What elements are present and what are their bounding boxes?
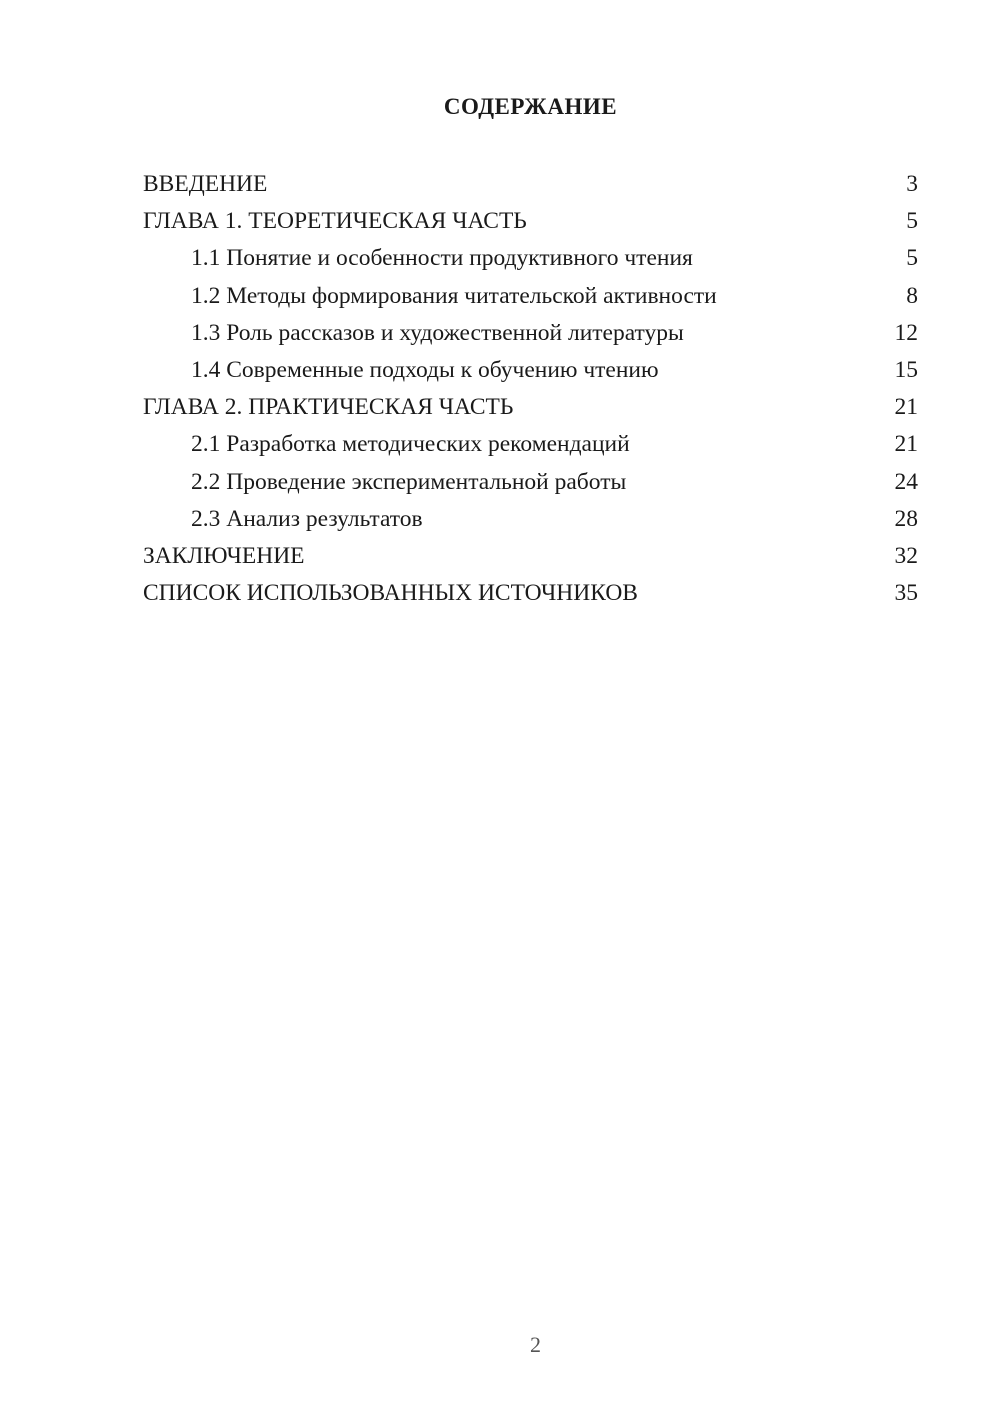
toc-entry-label: ЗАКЛЮЧЕНИЕ: [143, 542, 305, 569]
toc-entry-label: 2.3 Анализ результатов: [191, 505, 423, 532]
toc-entry-section-1-2: [143, 278, 918, 315]
toc-entry-page: 5: [906, 208, 918, 235]
toc-entry-page: 8: [906, 282, 918, 309]
toc-entry-section-2-1: [143, 426, 918, 463]
toc-entry-page: 32: [894, 542, 918, 569]
toc-entry-chapter-2: [143, 389, 918, 426]
toc-entry-label: 1.2 Методы формирования читательской активности: [191, 282, 717, 309]
toc-entry-page: 3: [906, 171, 918, 197]
toc-entry-conclusion: [143, 538, 918, 575]
toc-entry-section-1-1: [143, 240, 918, 277]
toc-entry-section-2-3: [143, 501, 918, 538]
page-number: 2: [530, 1332, 541, 1357]
toc-entry-page: 35: [894, 580, 918, 607]
toc-entry-page: 21: [894, 394, 918, 421]
toc-entry-label: 1.3 Роль рассказов и художественной литературы: [191, 319, 684, 346]
toc-entry-section-1-4: [143, 352, 918, 389]
toc-entry-label: ГЛАВА 2. ПРАКТИЧЕСКАЯ ЧАСТЬ: [143, 394, 514, 421]
toc-entry-page: 12: [894, 319, 918, 346]
toc-entry-page: 21: [894, 431, 918, 458]
toc-entry-chapter-1: [143, 203, 918, 240]
toc-entry-label: 2.1 Разработка методических рекомендаций: [191, 431, 630, 458]
toc-title: СОДЕРЖАНИЕ: [443, 94, 618, 119]
toc-entry-section-1-3: [143, 315, 918, 352]
toc-entry-label: 1.4 Современные подходы к обучению чтению: [191, 356, 659, 383]
toc-entry-page: 24: [894, 468, 918, 495]
table-of-contents: [143, 166, 918, 612]
toc-entry-label: ВВЕДЕНИЕ: [143, 171, 268, 197]
toc-entry-introduction: [143, 166, 918, 203]
toc-entry-page: 28: [894, 505, 918, 532]
toc-entry-page: 15: [894, 356, 918, 383]
toc-entry-label: 2.2 Проведение экспериментальной работы: [191, 468, 627, 495]
toc-entry-references: [143, 575, 918, 612]
toc-entry-label: ГЛАВА 1. ТЕОРЕТИЧЕСКАЯ ЧАСТЬ: [143, 208, 527, 235]
toc-entry-section-2-2: [143, 464, 918, 501]
toc-entry-label: СПИСОК ИСПОЛЬЗОВАННЫХ ИСТОЧНИКОВ: [143, 580, 638, 607]
toc-entry-page: 5: [906, 245, 918, 272]
toc-entry-label: 1.1 Понятие и особенности продуктивного чтения: [191, 245, 693, 272]
